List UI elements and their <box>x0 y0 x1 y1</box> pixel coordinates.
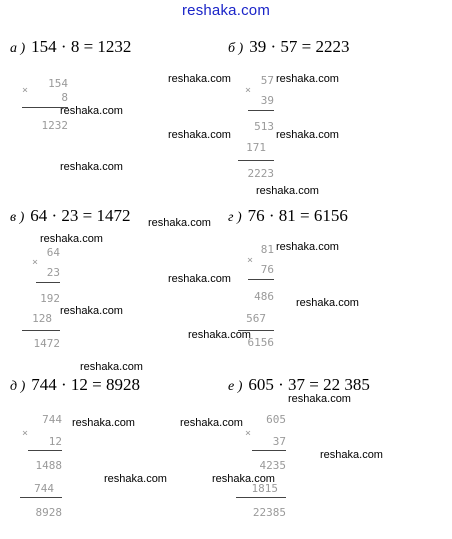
watermark: reshaka.com <box>320 449 383 461</box>
problem-letter: е ) <box>228 379 243 394</box>
calc-row: 4235 <box>259 459 286 472</box>
watermark: reshaka.com <box>60 105 123 117</box>
calc-divider <box>248 110 274 111</box>
problem-letter: д ) <box>10 379 26 394</box>
calc-row: 567 <box>246 312 266 325</box>
calc-row: 64 <box>46 246 60 259</box>
calc-divider <box>36 282 60 283</box>
calc-row: 1472 <box>33 337 60 350</box>
multiply-sign: × <box>22 428 29 439</box>
calc-divider <box>248 279 274 280</box>
calc-divider <box>238 160 274 161</box>
calc-row: 39 <box>260 94 274 107</box>
calc-row: 23 <box>46 266 60 279</box>
watermark: reshaka.com <box>168 73 231 85</box>
calc-row: 37 <box>272 435 286 448</box>
watermark: reshaka.com <box>168 273 231 285</box>
problem-letter: в ) <box>10 210 25 225</box>
calc-row: 744 <box>42 413 62 426</box>
problem-expression: 76 · 81 = 6156 <box>247 206 348 225</box>
calc-row: 12 <box>48 435 62 448</box>
watermark: reshaka.com <box>72 417 135 429</box>
watermark: reshaka.com <box>40 233 103 245</box>
multiply-sign: × <box>245 85 252 96</box>
calc-row: 154 <box>48 77 68 90</box>
calc-divider <box>28 450 62 451</box>
calc-row: 128 <box>32 312 52 325</box>
calc-row: 486 <box>254 290 274 303</box>
calc-row: 57 <box>260 74 274 87</box>
calc-row: 744 <box>34 482 54 495</box>
calc-row: 2223 <box>247 167 274 180</box>
calc-row: 8928 <box>35 506 62 519</box>
calc-divider <box>252 450 286 451</box>
problem-d <box>10 375 140 395</box>
watermark: reshaka.com <box>148 217 211 229</box>
problem-g <box>228 206 348 226</box>
calc-row: 8 <box>61 91 68 104</box>
watermark: reshaka.com <box>276 129 339 141</box>
calc-row: 513 <box>254 120 274 133</box>
problem-expression: 154 · 8 = 1232 <box>31 37 132 56</box>
problem-v <box>10 206 131 226</box>
problem-expression: 64 · 23 = 1472 <box>30 206 131 225</box>
problem-b <box>228 37 349 57</box>
problem-letter: б ) <box>228 41 244 56</box>
problem-letter: г ) <box>228 210 242 225</box>
problem-a <box>10 37 131 57</box>
calc-divider <box>22 330 60 331</box>
calc-row: 1232 <box>41 119 68 132</box>
multiply-sign: × <box>22 85 29 96</box>
calc-d <box>20 412 62 524</box>
watermark: reshaka.com <box>296 297 359 309</box>
watermark: reshaka.com <box>60 305 123 317</box>
calc-row: 1815 <box>251 482 278 495</box>
multiply-sign: × <box>245 428 252 439</box>
calc-row: 192 <box>40 292 60 305</box>
multiply-sign: × <box>32 257 39 268</box>
problem-expression: 605 · 37 = 22 385 <box>248 375 370 394</box>
watermark: reshaka.com <box>104 473 167 485</box>
watermark: reshaka.com <box>168 129 231 141</box>
watermark: reshaka.com <box>188 329 251 341</box>
calc-b <box>238 73 274 185</box>
watermark: reshaka.com <box>288 393 351 405</box>
calc-row: 6156 <box>247 336 274 349</box>
calc-row: 171 <box>246 141 266 154</box>
calc-row: 22385 <box>252 506 286 519</box>
problem-expression: 39 · 57 = 2223 <box>249 37 350 56</box>
calc-row: 76 <box>260 263 274 276</box>
calc-v <box>22 245 60 353</box>
calc-divider <box>20 497 62 498</box>
site-title[interactable]: reshaka.com <box>181 2 271 19</box>
calc-row: 81 <box>260 243 274 256</box>
problem-e <box>228 375 370 395</box>
watermark: reshaka.com <box>276 73 339 85</box>
watermark: reshaka.com <box>276 241 339 253</box>
watermark: reshaka.com <box>60 161 123 173</box>
watermark: reshaka.com <box>212 473 275 485</box>
calc-row: 605 <box>266 413 286 426</box>
calc-row: 1488 <box>35 459 62 472</box>
multiply-sign: × <box>247 255 254 266</box>
watermark: reshaka.com <box>256 185 319 197</box>
watermark: reshaka.com <box>80 361 143 373</box>
watermark: reshaka.com <box>180 417 243 429</box>
calc-divider <box>236 497 286 498</box>
problem-expression: 744 · 12 = 8928 <box>31 375 140 394</box>
problem-letter: а ) <box>10 41 26 56</box>
calc-e <box>236 412 286 524</box>
